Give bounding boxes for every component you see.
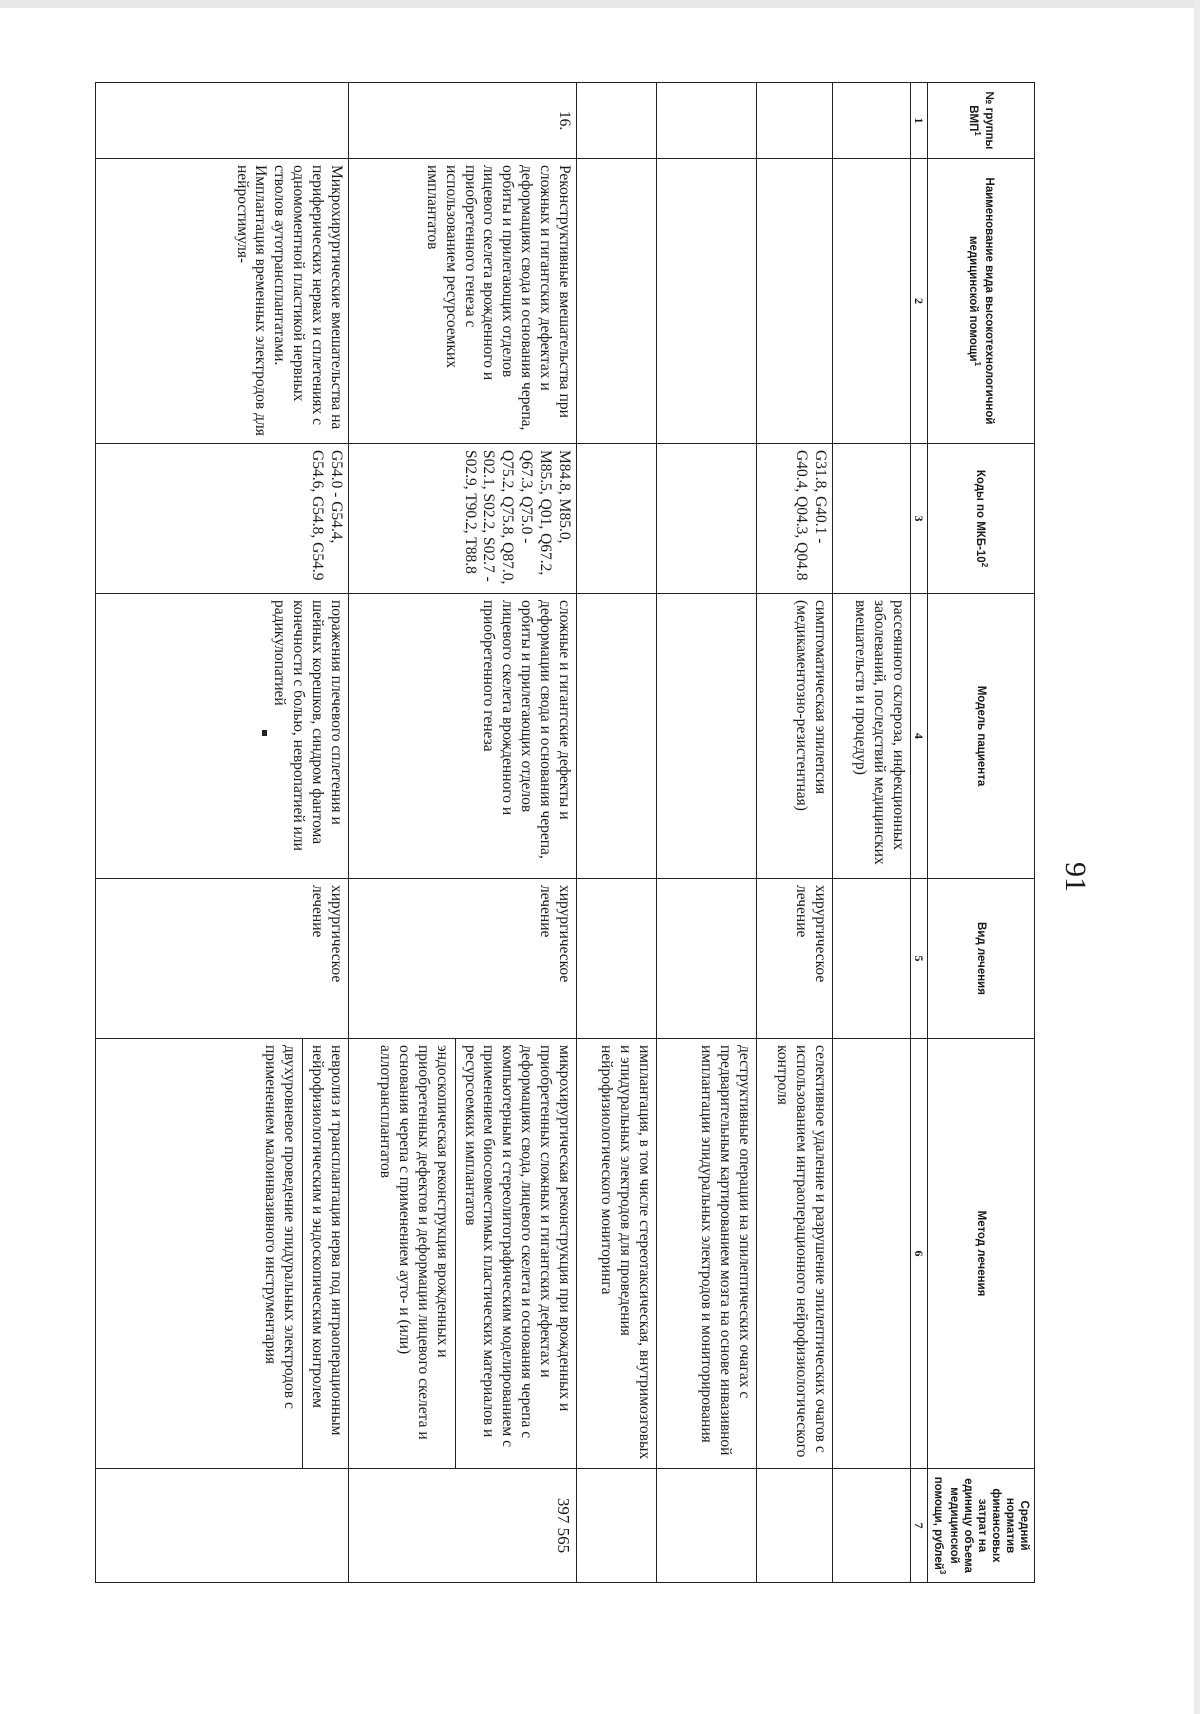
- treatment-method-cell: [349, 1039, 577, 1469]
- cost-cell: 397 565: [349, 1469, 577, 1583]
- treatment-type-cell: хирургическое лечение: [349, 879, 577, 1039]
- col-num-4: 4: [911, 594, 928, 879]
- scan-edge: [0, 0, 1200, 8]
- icd-codes-cell: M84.8, M85.0, M85.5, Q01, Q67.2, Q67.3, Q75.0 - Q75.2, Q75.8, Q87.0, S02.1, S02.2, S02.7 - S02.9, T90.2, T88.8: [349, 444, 577, 594]
- treatment-type-cell: хирургическое лечение: [757, 879, 833, 1039]
- vmp-table: [95, 82, 1035, 1583]
- table-row: [657, 83, 757, 1583]
- table-row: [349, 83, 577, 1583]
- col-num-1: 1: [911, 83, 928, 159]
- table-row: [577, 83, 657, 1583]
- treatment-type-cell: хирургическое лечение: [96, 879, 349, 1039]
- icd-codes-cell: G31.8, G40.1 - G40.4, Q04.3, Q04.8: [757, 444, 833, 594]
- header-cost: Средний норматив финансовых затрат на единицу объема медицинской помощи, рублей$^3$: [928, 1469, 1035, 1583]
- patient-model-cell: рассеянного склероза, инфекционных заболеваний, последствий медицинских вмешательств и процедур): [833, 594, 911, 879]
- table-row: [96, 83, 349, 1583]
- header-patient-model: Модель пациента: [928, 594, 1035, 879]
- header-vmp-name: Наименование вида высокотехнологичной медицинской помощи$^1$: [928, 159, 1035, 444]
- patient-model-cell: сложные и гигантские дефекты и деформации свода и основания черепа, орбиты и прилегающих отделов лицевого скелета врожденного и приобретенного генеза: [349, 594, 577, 879]
- table-row: [757, 83, 833, 1583]
- scan-edge-right: [1194, 0, 1200, 1714]
- vmp-name-cell: Микрохирургические вмешательства на периферических нервах и сплетениях с одномоментной пластикой нервных стволов аутотрансплантатами. Имплантация временных электродов для нейростимуля-: [96, 159, 349, 444]
- col-num-6: 6: [911, 1039, 928, 1469]
- method-text-2: двухуровневое проведение эпидуральных электродов с применением малоинвазивного инструментария: [260, 1039, 303, 1468]
- patient-model-cell: поражения плечевого сплетения и шейных корешков, синдром фантома конечности с болью, невропатией или радикулопатией: [96, 594, 349, 879]
- col-num-2: 2: [911, 159, 928, 444]
- header-treatment-method: Метод лечения: [928, 1039, 1035, 1469]
- header-group-number: № группы ВМП$^1$: [928, 83, 1035, 159]
- group-number-cell: 16.: [349, 83, 577, 159]
- scan-mark: [262, 730, 267, 736]
- patient-model-cell: симптоматическая эпилепсия (медикаментозно-резистентная): [757, 594, 833, 879]
- method-text: микрохирургическая реконструкция при врожденных и приобретенных сложных и гигантских дефектах и деформациях свода, лицевого скелета и основания черепа с компьютерным и стереолитографическим моделированием с применением биосовместимых пластических материалов и ресурсоемких имплантатов: [461, 1045, 574, 1447]
- header-row: [928, 83, 1035, 1583]
- treatment-method-cell: деструктивные операции на эпилептических очагах с предварительным картированием мозга на основе инвазивной имплантации эпидуральных электродов и мониторирования: [657, 1039, 757, 1469]
- treatment-method-cell: селективное удаление и разрушение эпилептических очагов с использованием интраоперационного нейрофизиологического контроля: [757, 1039, 833, 1469]
- column-numbers-row: [911, 83, 928, 1583]
- header-treatment-type: Вид лечения: [928, 879, 1035, 1039]
- header-icd-codes: Коды по МКБ-10$^2$: [928, 444, 1035, 594]
- treatment-method-cell: [96, 1039, 349, 1469]
- col-num-7: 7: [911, 1469, 928, 1583]
- rotated-page: [95, 82, 1035, 1582]
- icd-codes-cell: G54.0 - G54.4, G54.6, G54.8, G54.9: [96, 444, 349, 594]
- treatment-method-cell: имплантация, в том числе стереотаксическая, внутримозговых и эпидуральных электродов для проведения нейрофизиологического мониторинга: [577, 1039, 657, 1469]
- vmp-name-cell: Реконструктивные вмешательства при сложных и гигантских дефектах и деформациях свода и основания черепа, орбиты и прилегающих отделов лицевого скелета врожденного и приобретенного генеза с использованием ресурсоемких имплантатов: [349, 159, 577, 444]
- col-num-5: 5: [911, 879, 928, 1039]
- page-number: 91: [1059, 862, 1092, 892]
- method-text-2: эндоскопическая реконструкция врожденных и приобретенных дефектов и деформации лицевого скелета и основания черепа с применением ауто- и (или) аллотрансплантатов: [375, 1039, 456, 1468]
- method-text: невролиз и трансплантация нерва под интраоперационным нейрофизиологическим и эндоскопическим контролем: [309, 1045, 346, 1436]
- col-num-3: 3: [911, 444, 928, 594]
- table-row: [833, 83, 911, 1583]
